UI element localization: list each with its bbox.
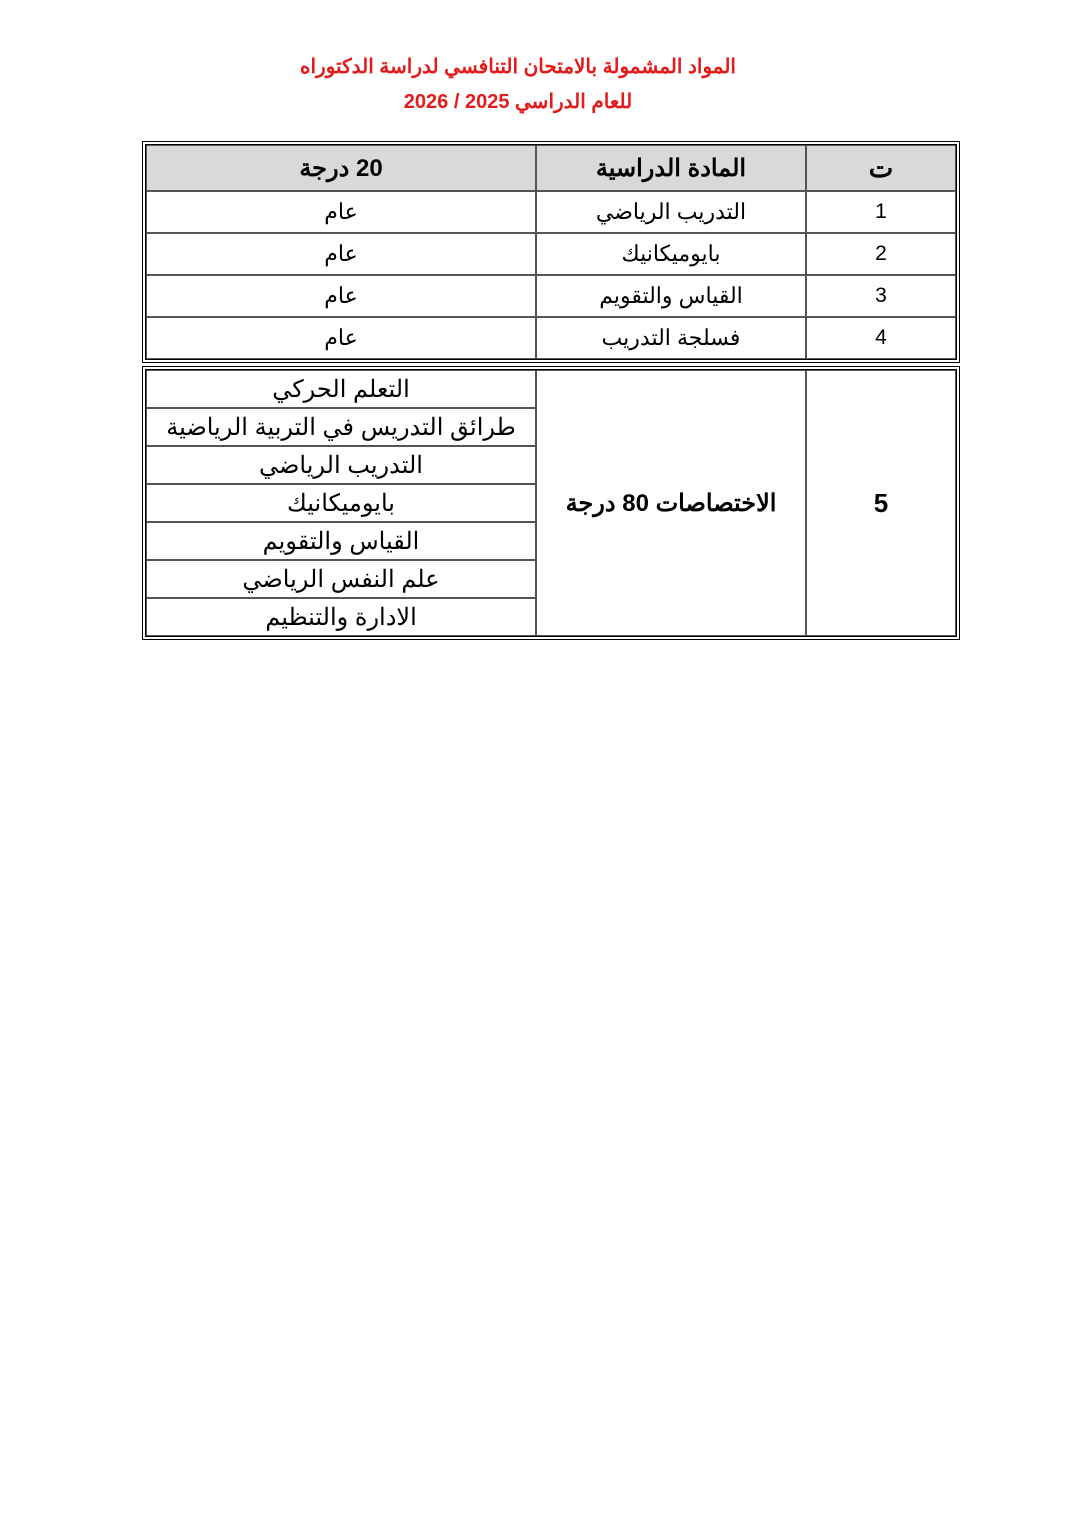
specialization-item: التعلم الحركي: [146, 370, 536, 408]
specialization-number: 5: [806, 370, 956, 636]
row-subject: بايوميكانيك: [536, 233, 806, 275]
academic-year: للعام الدراسي 2025 / 2026: [403, 91, 633, 113]
table-header-row: [146, 145, 956, 191]
row-type: عام: [146, 191, 536, 233]
row-type: عام: [146, 275, 536, 317]
specialization-label: الاختصاصات 80 درجة: [536, 370, 806, 636]
header-subject: المادة الدراسية: [536, 145, 806, 191]
specialization-item: التدريب الرياضي: [146, 446, 536, 484]
specialization-item: بايوميكانيك: [146, 484, 536, 522]
table-row: [146, 191, 956, 233]
general-subjects-table: [142, 141, 960, 363]
row-subject: القياس والتقويم: [536, 275, 806, 317]
row-subject: فسلجة التدريب: [536, 317, 806, 359]
row-number: 2: [806, 233, 956, 275]
row-number: 1: [806, 191, 956, 233]
specialization-item: القياس والتقويم: [146, 522, 536, 560]
row-type: عام: [146, 233, 536, 275]
table-row: [146, 317, 956, 359]
header-grade: 20 درجة: [146, 145, 536, 191]
header-number: ت: [806, 145, 956, 191]
specialization-table: [142, 366, 960, 640]
table-row: [146, 233, 956, 275]
document-title: المواد المشمولة بالامتحان التنافسي لدراسة الدكتوراه: [300, 56, 736, 78]
table-row: [146, 370, 956, 408]
specialization-item: الادارة والتنظيم: [146, 598, 536, 636]
row-number: 3: [806, 275, 956, 317]
row-type: عام: [146, 317, 536, 359]
table-row: [146, 275, 956, 317]
row-subject: التدريب الرياضي: [536, 191, 806, 233]
row-number: 4: [806, 317, 956, 359]
specialization-item: علم النفس الرياضي: [146, 560, 536, 598]
specialization-item: طرائق التدريس في التربية الرياضية: [146, 408, 536, 446]
